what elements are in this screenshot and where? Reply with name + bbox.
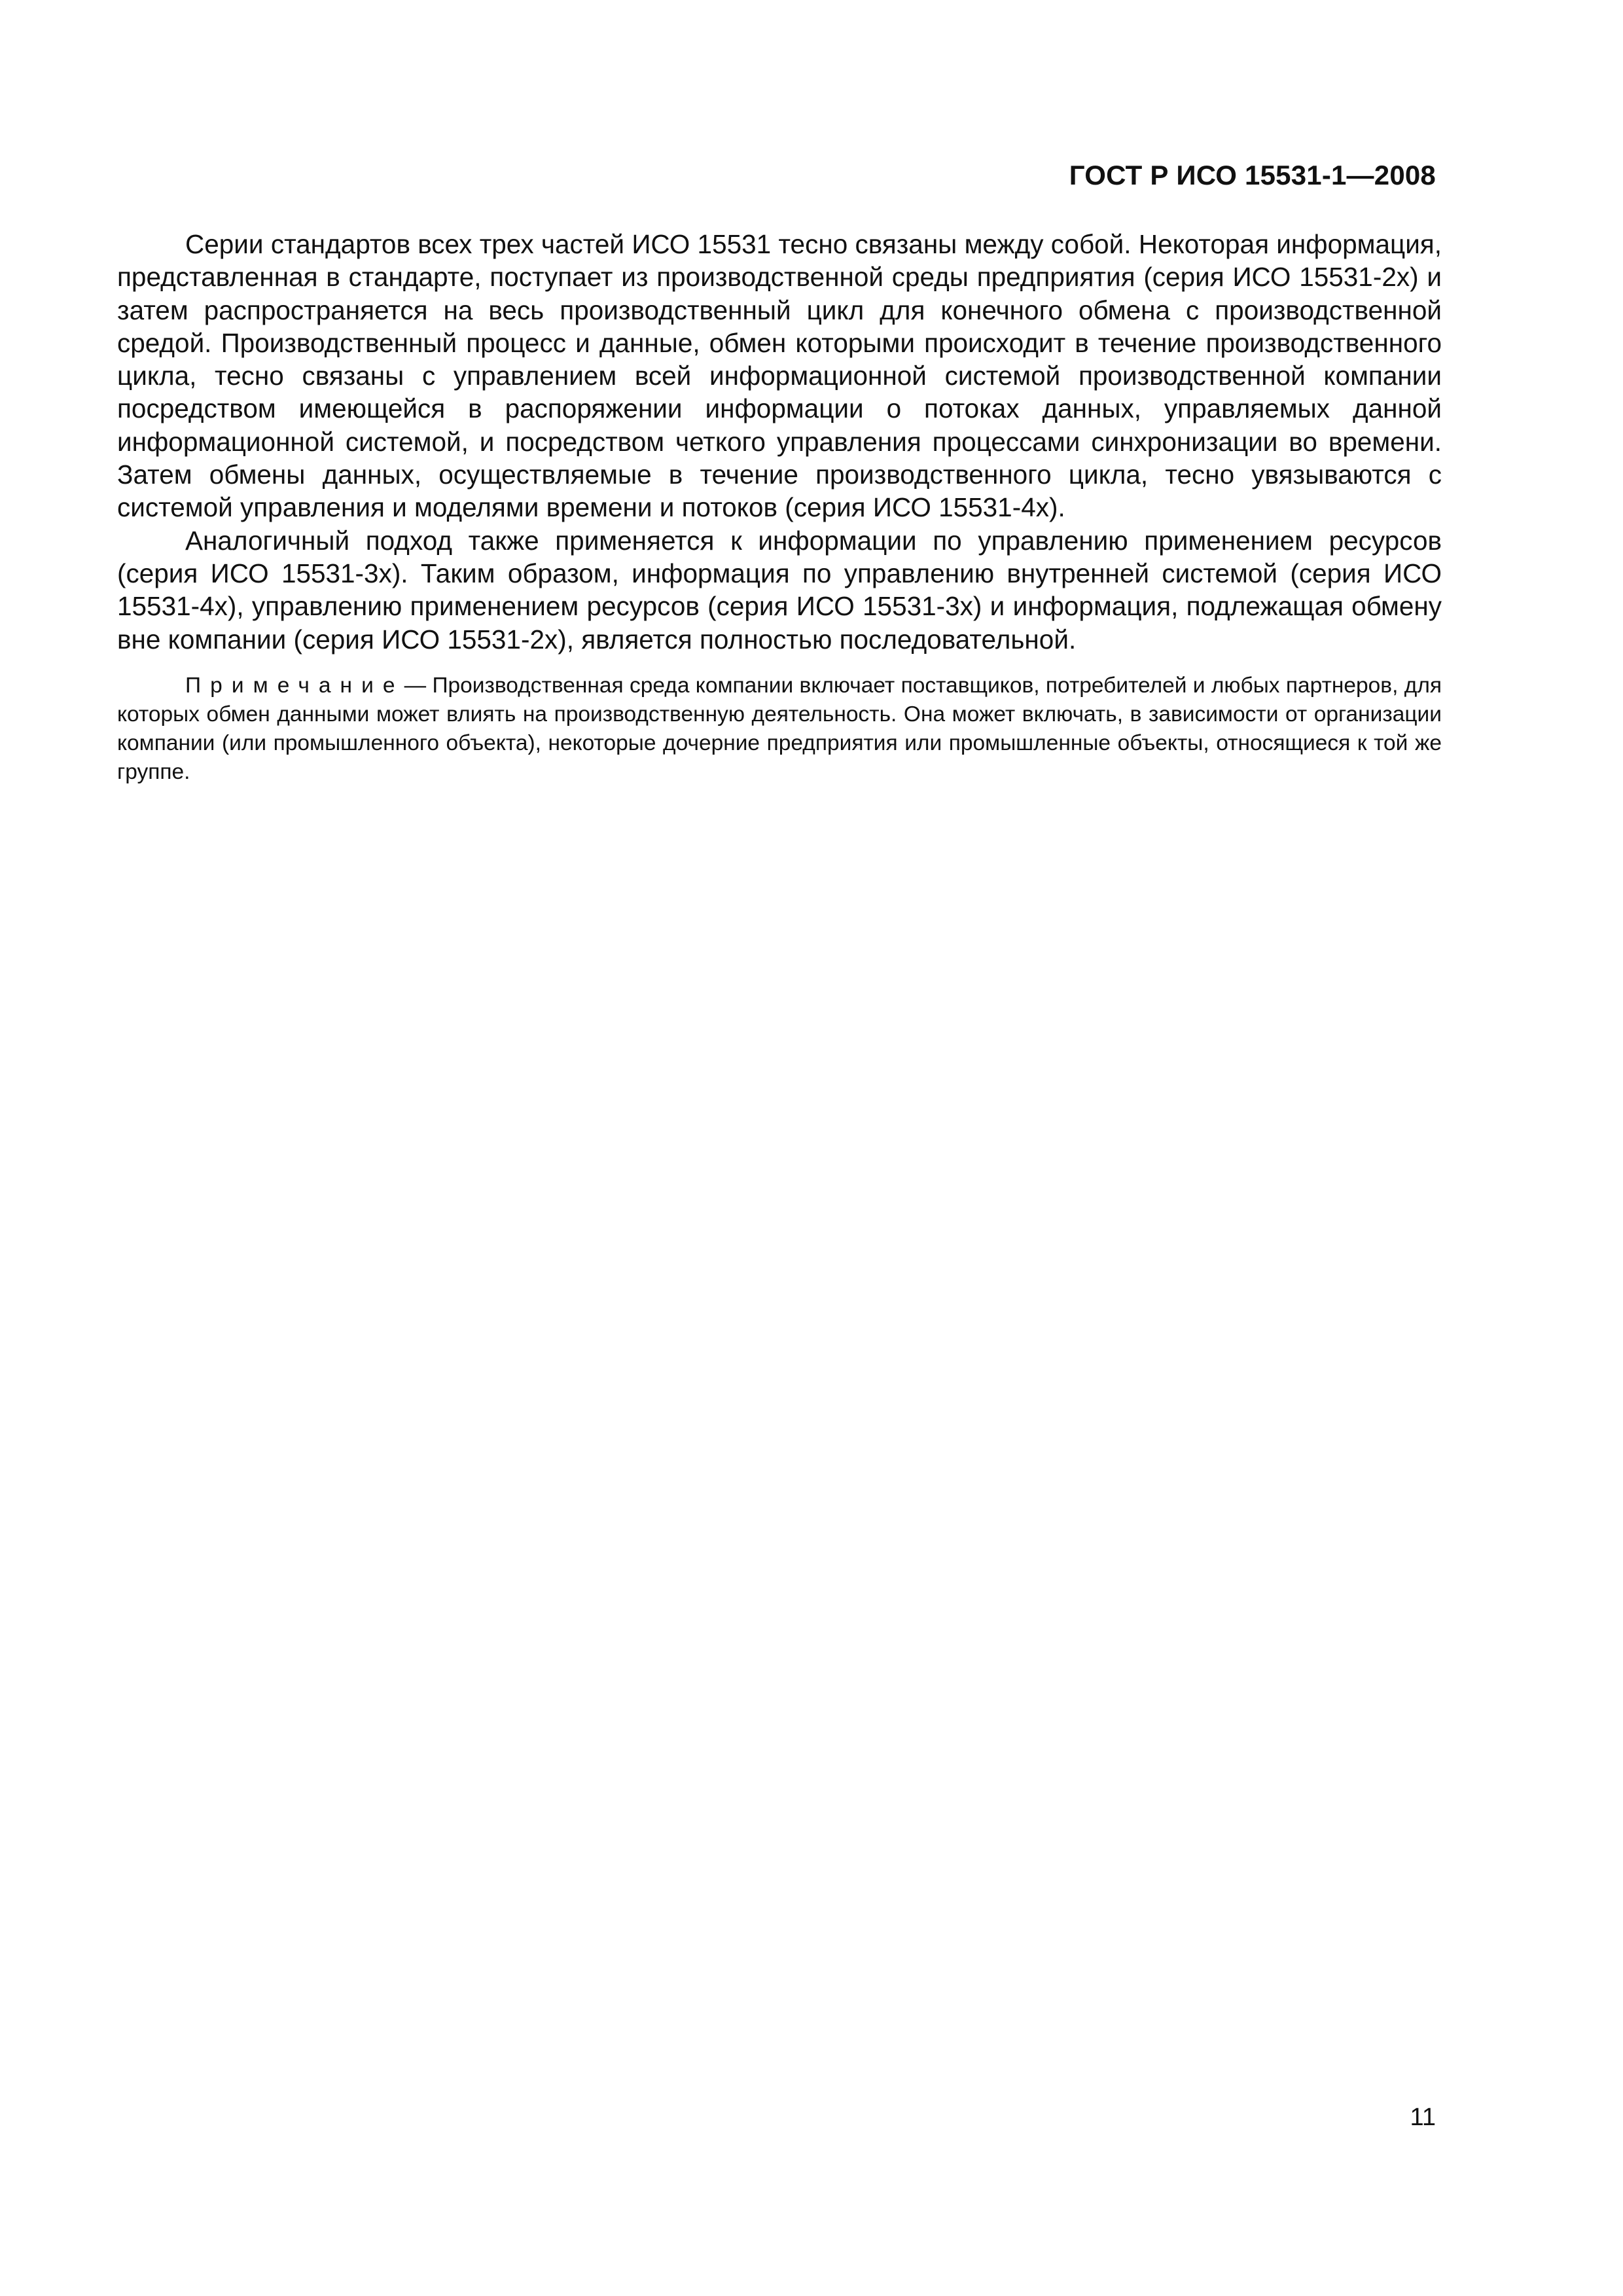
body-paragraph-2: Аналогичный подход также применяется к информации по управлению применением ресурсов (серия ИСО 15531-3х). Таким образом, информация по управлению внутренней системой (серия ИСО 15531-4х), управлению применением ресурсов (серия ИСО 15531-3х) и информация, подлежащая обмену вне компании (серия ИСО 15531-2х), является полностью последовательной. <box>117 525 1442 655</box>
page-number: 11 <box>1410 2104 1436 2131</box>
body-paragraph-1: Серии стандартов всех трех частей ИСО 15531 тесно связаны между собой. Некоторая информация, представленная в стандарте, поступает из производственной среды предприятия (серия ИСО 15531-2х) и затем распространяется на весь производственный цикл для конечного обмена с производственной средой. Производственный процесс и данные, обмен которыми происходит в течение производственного цикла, тесно связаны с управлением всей информационной системой производственной компании посредством имеющейся в распоряжении информации о потоках данных, управляемых данной информационной системой, и посредством четкого управления процессами синхронизации во времени. Затем обмены данных, осуществляемые в течение производственного цикла, тесно увязываются с системой управления и моделями времени и потоков (серия ИСО 15531-4х). <box>117 229 1442 523</box>
note-paragraph <box>117 672 1442 787</box>
document-body <box>117 228 1442 787</box>
note-text: — Производственная среда компании включает поставщиков, потребителей и любых партнеров, для которых обмен данными может влиять на производственную деятельность. Она может включать, в зависимости от организации компании (или промышленного объекта), некоторые дочерние предприятия или промышленные объекты, относящиеся к той же группе. <box>117 673 1442 784</box>
document-standard-header: ГОСТ Р ИСО 15531-1—2008 <box>1069 160 1436 190</box>
note-label: Примечание <box>185 673 404 698</box>
